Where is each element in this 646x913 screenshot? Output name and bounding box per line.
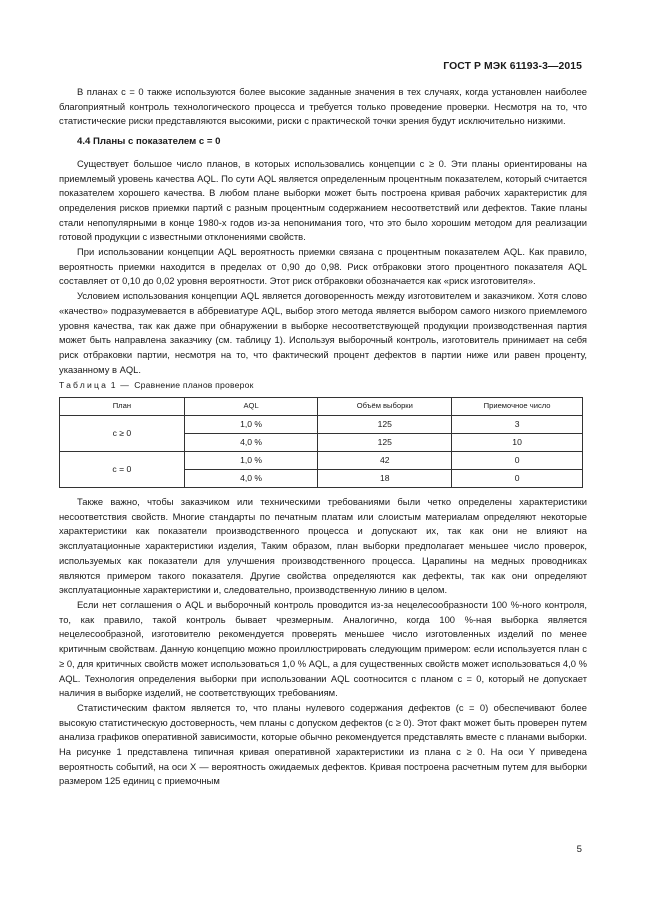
header-aql: AQL xyxy=(184,398,318,416)
header-sample-size: Объём выборки xyxy=(318,398,452,416)
sample-cell: 42 xyxy=(318,452,452,470)
accept-cell: 0 xyxy=(452,452,583,470)
section-paragraph-3: Условием использования концепции AQL является договоренность между изготовителем и заказчиком. Хотя слово «качество» подразумевается в аббревиатуре AQL, выбор этого метода является выбором самого низкого приемлемого уровня качества, так как даже при обнаружении в выборке несоответствующей продукции производственная партия может быть направлена заказчику (см. таблицу 1). Используя выборочный контроль, изготовитель принимает на себя риск отбраковки партии, несмотря на то, что фактический процент дефектов в партии ниже или равен проценту, указанному в AQL. xyxy=(59,290,587,375)
sample-cell: 125 xyxy=(318,434,452,452)
table-header-row xyxy=(60,398,583,416)
header-acceptance-number: Приемочное число xyxy=(452,398,583,416)
accept-cell: 3 xyxy=(452,416,583,434)
document-header: ГОСТ Р МЭК 61193-3—2015 xyxy=(443,61,582,72)
after-paragraph-1: Также важно, чтобы заказчиком или техническими требованиями были четко определены характеристики несоответствия свойств. Многие стандарты по печатным платам или слоистым материалам определяют некоторые характеристики как показатели производственного процесса и допускают их, так как они не влияют на эксплуатационные характеристики изделия, Таким образом, план выборки предполагает меньшее число проверок, используемых как показатели для улучшения производственного процесса. Царапины на медных проводниках являются примером такого показателя. Другие свойства определяются как дефекты, так как они определяют эксплуатационные характеристики и, следовательно, производственную линию в целом. xyxy=(59,496,587,596)
aql-cell: 4,0 % xyxy=(184,434,318,452)
intro-paragraph: В планах c = 0 также используются более высокие заданные значения в тех случаях, когда установлен наиболее благоприятный контроль технологического процесса и требуется только проведение проверки. Несмотря на то, что статистические риски представляются высокими, риски с практической точки зрения будут исключительно низкими. xyxy=(59,86,587,127)
table-row xyxy=(60,452,583,470)
aql-cell: 1,0 % xyxy=(184,452,318,470)
table-caption-title: Сравнение планов проверок xyxy=(134,380,254,391)
header-plan: План xyxy=(60,398,185,416)
plan-cell: c ≥ 0 xyxy=(60,416,185,452)
sample-cell: 125 xyxy=(318,416,452,434)
section-paragraph-2: При использовании концепции AQL вероятность приемки связана с процентным показателем AQL. Как правило, вероятность приемки находится в пределах от 0,90 до 0,98. Риск отбраковки этого процентного показателя AQL составляет от 0,10 до 0,02 уровня вероятности. Этот риск отбраковки обозначается как «риск изготовителя». xyxy=(59,246,587,287)
section-paragraph-1: Существует большое число планов, в которых использовались концепции c ≥ 0. Эти планы ориентированы на приемлемый уровень качества AQL. По сути AQL является определенным процентным показателем, который считается показателем хорошего качества. В любом плане выборки может быть построена кривая рабочих характеристик для определения рисков приемки партий с разным процентным содержанием несоответствий или дефектов. Такие планы стали непопулярными в конце 1980-х годов из-за непонимания того, что это было хорошим методом для реализации готовой продукции с известными отклонениями свойств. xyxy=(59,157,587,243)
table-row xyxy=(60,416,583,434)
section-title: 4.4 Планы с показателем c = 0 xyxy=(77,136,221,148)
table-caption-dash: — xyxy=(120,380,130,391)
aql-cell: 1,0 % xyxy=(184,416,318,434)
accept-cell: 10 xyxy=(452,434,583,452)
accept-cell: 0 xyxy=(452,470,583,488)
comparison-table xyxy=(59,397,583,488)
document-body xyxy=(59,85,587,789)
table-caption-label: Таблица xyxy=(59,380,109,391)
aql-cell: 4,0 % xyxy=(184,470,318,488)
after-paragraph-2: Если нет соглашения о AQL и выборочный контроль проводится из-за нецелесообразности 100 %-ного контроля, то, как правило, такой контроль бывает чрезмерным. Аналогично, когда 100 %-ная выборка является нецелесообразной, изготовителю рекомендуется проверять меньшее число изготовленных изделий по менее критичным свойствам. Данную концепцию можно проиллюстрировать следующим примером: если используется план c ≥ 0, для критичных свойств может использоваться 1,0 % AQL, а для существенных свойств может использоваться 4,0 % AQL. Технология определения выборки при использовании AQL соотносится с планом c = 0, который не допускает наличия в выборке изделий, не соответствующих требованиям. xyxy=(59,598,587,699)
table-caption xyxy=(59,378,587,393)
plan-cell: c = 0 xyxy=(60,452,185,488)
after-paragraph-3: Статистическим фактом является то, что планы нулевого содержания дефектов (c = 0) обеспечивают более высокую статистическую достоверность, чем планы c допуском дефектов (c ≥ 0). Этот факт может быть проверен путем анализа графиков оперативной зависимости, которые обычно рекомендуется представлять вместе с планами выборки. На рисунке 1 представлена типичная кривая оперативной характеристики из плана c ≥ 0. На оси Y приведена вероятность событий, на оси X — вероятность ожидаемых дефектов. Кривая построена расчетным путем для выборки размером 125 единиц с приемочным xyxy=(59,701,587,787)
page-number: 5 xyxy=(576,844,582,855)
table-caption-number: 1 xyxy=(110,380,118,391)
sample-cell: 18 xyxy=(318,470,452,488)
